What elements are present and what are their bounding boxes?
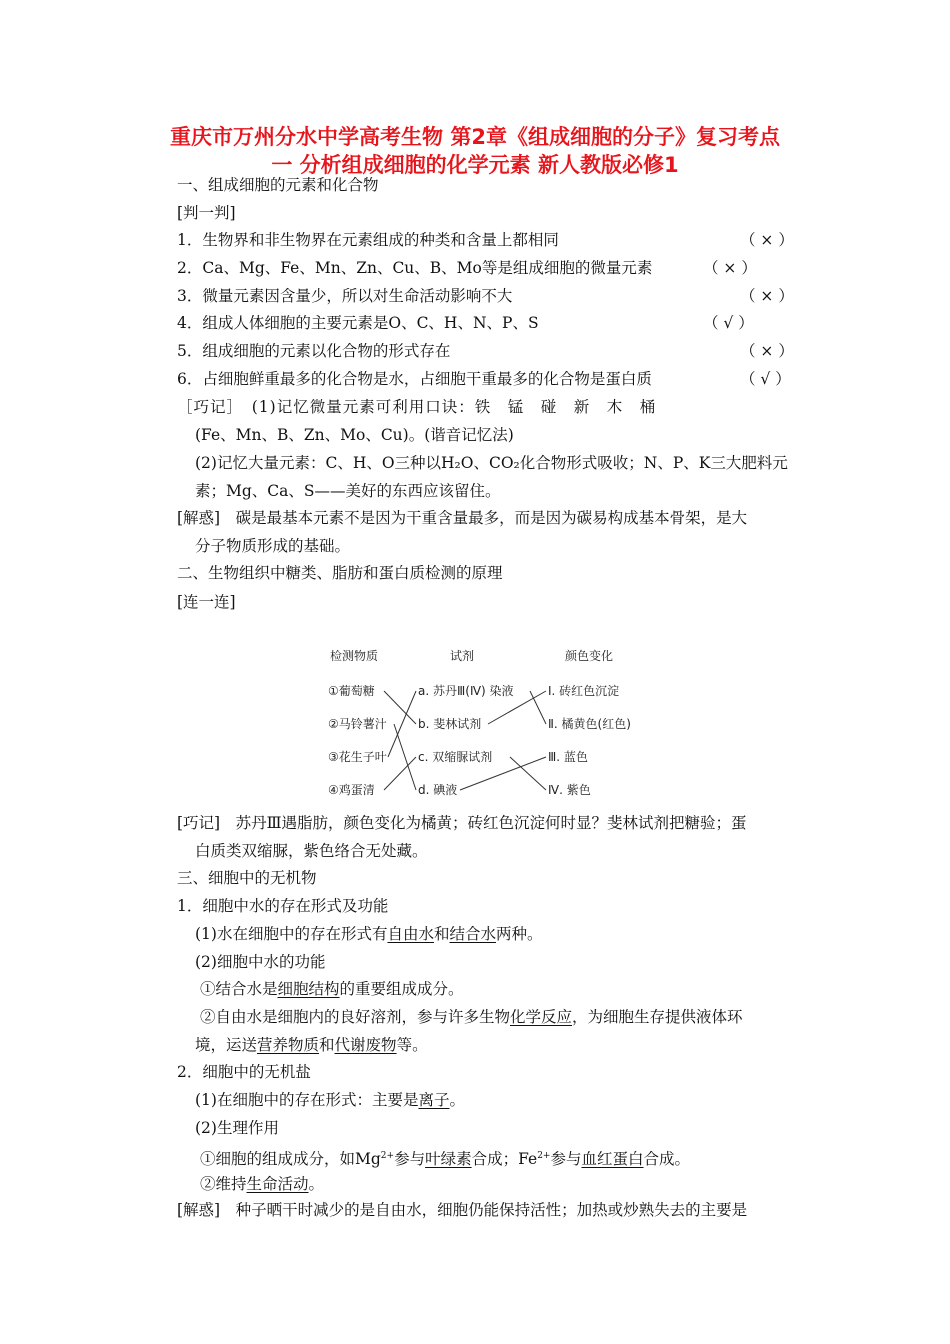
- free-water-text: ②自由水是细胞内的良好溶剂，参与许多生物: [200, 1008, 511, 1026]
- role1-text3: 合成；Fe: [471, 1150, 538, 1169]
- fe-charge: 2+: [537, 1151, 551, 1161]
- water-forms-end: 两种。: [496, 925, 543, 943]
- section2-label: [连一连]: [177, 593, 236, 611]
- salt-form-end: 。: [449, 1091, 465, 1109]
- water-forms: [195, 924, 543, 944]
- matching-diagram: [320, 640, 650, 810]
- diagram-header-substance: 检测物质: [330, 649, 379, 663]
- judge-mark-6: （ √ ）: [740, 370, 791, 388]
- substance-2: ②马铃薯汁: [328, 717, 387, 731]
- water-forms-text: (1)水在细胞中的存在形式有: [195, 925, 388, 943]
- water-title: 1．细胞中水的存在形式及功能: [177, 897, 389, 915]
- mg-charge: 2+: [380, 1151, 395, 1161]
- salt-role2-line: [200, 1174, 324, 1194]
- answer-life-activity: 生命活动: [246, 1175, 309, 1193]
- tip2-line1: [巧记] 苏丹Ⅲ遇脂肪，颜色变化为橘黄；砖红色沉淀何时显？斐林试剂把糖验；蛋: [177, 814, 747, 832]
- salt-role1-line: [200, 1146, 690, 1169]
- salt-form-text: (1)在细胞中的存在形式：主要是: [195, 1091, 419, 1109]
- judge-item-6: 6．占细胞鲜重最多的化合物是水，占细胞干重最多的化合物是蛋白质: [177, 370, 652, 388]
- judge-item-5: 5．组成细胞的元素以化合物的形式存在: [177, 342, 451, 360]
- water-forms-and: 和: [433, 925, 450, 943]
- role1-text: ①细胞的组成成分，如Mg: [200, 1150, 381, 1169]
- section1-heading: 一、组成细胞的元素和化合物: [177, 176, 379, 194]
- answer-waste: 代谢废物: [334, 1036, 397, 1054]
- link-1-b: [384, 691, 416, 724]
- reagent-a: a. 苏丹Ⅲ(Ⅳ) 染液: [418, 684, 514, 698]
- judge-item-4: 4．组成人体细胞的主要元素是O、C、H、N、P、S: [177, 314, 539, 332]
- role1-text4: 参与: [550, 1150, 582, 1169]
- bound-water-end: 的重要组成成分。: [339, 980, 464, 998]
- substance-1: ①葡萄糖: [328, 684, 375, 698]
- free-water-end: 等。: [396, 1036, 428, 1054]
- doc-title-line1: 重庆市万州分水中学高考生物 第2章《组成细胞的分子》复习考点: [170, 125, 780, 149]
- color-4: Ⅳ. 紫色: [548, 783, 591, 797]
- doubt1-line2: 分子物质形成的基础。: [195, 537, 351, 555]
- answer-cell-structure: 细胞结构: [277, 980, 340, 998]
- judge-item-2: 2．Ca、Mg、Fe、Mn、Zn、Cu、B、Mo等是组成细胞的微量元素: [177, 259, 653, 277]
- role2-end: 。: [308, 1175, 325, 1193]
- answer-bound-water: 结合水: [449, 925, 497, 943]
- judge-mark-1: （ × ）: [740, 231, 794, 249]
- answer-nutrients: 营养物质: [257, 1036, 320, 1054]
- link-c-iv: [510, 757, 546, 790]
- color-3: Ⅲ. 蓝色: [548, 750, 588, 764]
- tip1-line3: (2)记忆大量元素：C、H、O三种以H₂O、CO₂化合物形式吸收；N、P、K三大肥料元: [195, 454, 788, 472]
- doubt1-line1: [解惑] 碳是最基本元素不是因为干重含量最多，而是因为碳易构成基本骨架，是大: [177, 509, 748, 527]
- tip2-line2: 白质类双缩脲，紫色络合无处藏。: [195, 842, 428, 860]
- judge-mark-5: （ × ）: [740, 342, 794, 360]
- diagram-header-reagent: 试剂: [450, 649, 475, 663]
- doubt3-line1: [解惑] 种子晒干时减少的是自由水，细胞仍能保持活性；加热或炒熟失去的主要是: [177, 1201, 748, 1219]
- diagram-header-color: 颜色变化: [565, 649, 614, 663]
- judge-mark-4: （ √ ）: [703, 314, 754, 332]
- tip1-line1: ［巧记］ (1)记忆微量元素可利用口诀：铁 锰 碰 新 木 桶: [177, 398, 657, 416]
- role1-text2: 参与: [394, 1150, 426, 1169]
- reagent-c: c. 双缩脲试剂: [418, 750, 493, 764]
- judge-mark-3: （ × ）: [740, 287, 794, 305]
- salt-form-line: [195, 1090, 465, 1110]
- answer-free-water: 自由水: [387, 925, 434, 943]
- section1-label: [判一判]: [177, 204, 236, 222]
- salt-role-title: (2)生理作用: [195, 1119, 279, 1137]
- free-water-and: 和: [319, 1036, 335, 1054]
- link-4-c: [384, 757, 416, 790]
- answer-hemoglobin: 血红蛋白: [581, 1150, 644, 1169]
- answer-ions: 离子: [418, 1091, 450, 1109]
- free-water-text3: 境，运送: [195, 1036, 258, 1054]
- bound-water-line: [200, 979, 464, 999]
- judge-mark-2: （ × ）: [703, 259, 757, 277]
- answer-chemical-reaction: 化学反应: [510, 1008, 573, 1026]
- doc-title-line2: 一 分析组成细胞的化学元素 新人教版必修1: [271, 153, 679, 177]
- water-func-title: (2)细胞中水的功能: [195, 953, 326, 971]
- substance-3: ③花生子叶: [328, 750, 387, 764]
- role1-end: 合成。: [643, 1150, 691, 1169]
- color-2: Ⅱ. 橘黄色(红色): [548, 717, 631, 731]
- free-water-text2: ，为细胞生存提供液体环: [572, 1008, 743, 1026]
- reagent-d: d. 碘液: [418, 783, 458, 797]
- color-1: Ⅰ. 砖红色沉淀: [548, 684, 620, 698]
- judge-item-1: 1．生物界和非生物界在元素组成的种类和含量上都相同: [177, 231, 559, 249]
- free-water-line2: [195, 1035, 428, 1055]
- section3-heading: 三、细胞中的无机物: [177, 869, 317, 887]
- tip1-line4: 素；Mg、Ca、S——美好的东西应该留住。: [195, 482, 501, 500]
- substance-4: ④鸡蛋清: [328, 783, 375, 797]
- salt-title: 2．细胞中的无机盐: [177, 1063, 311, 1081]
- judge-item-3: 3．微量元素因含量少，所以对生命活动影响不大: [177, 287, 513, 305]
- bound-water-text: ①结合水是: [200, 980, 278, 998]
- tip1-line2: (Fe、Mn、B、Zn、Mo、Cu)。(谐音记忆法): [195, 426, 514, 444]
- answer-chlorophyll: 叶绿素: [425, 1150, 472, 1169]
- role2-text: ②维持: [200, 1175, 247, 1193]
- free-water-line1: [200, 1007, 743, 1027]
- section2-heading: 二、生物组织中糖类、脂肪和蛋白质检测的原理: [177, 564, 503, 582]
- reagent-b: b. 斐林试剂: [418, 717, 482, 731]
